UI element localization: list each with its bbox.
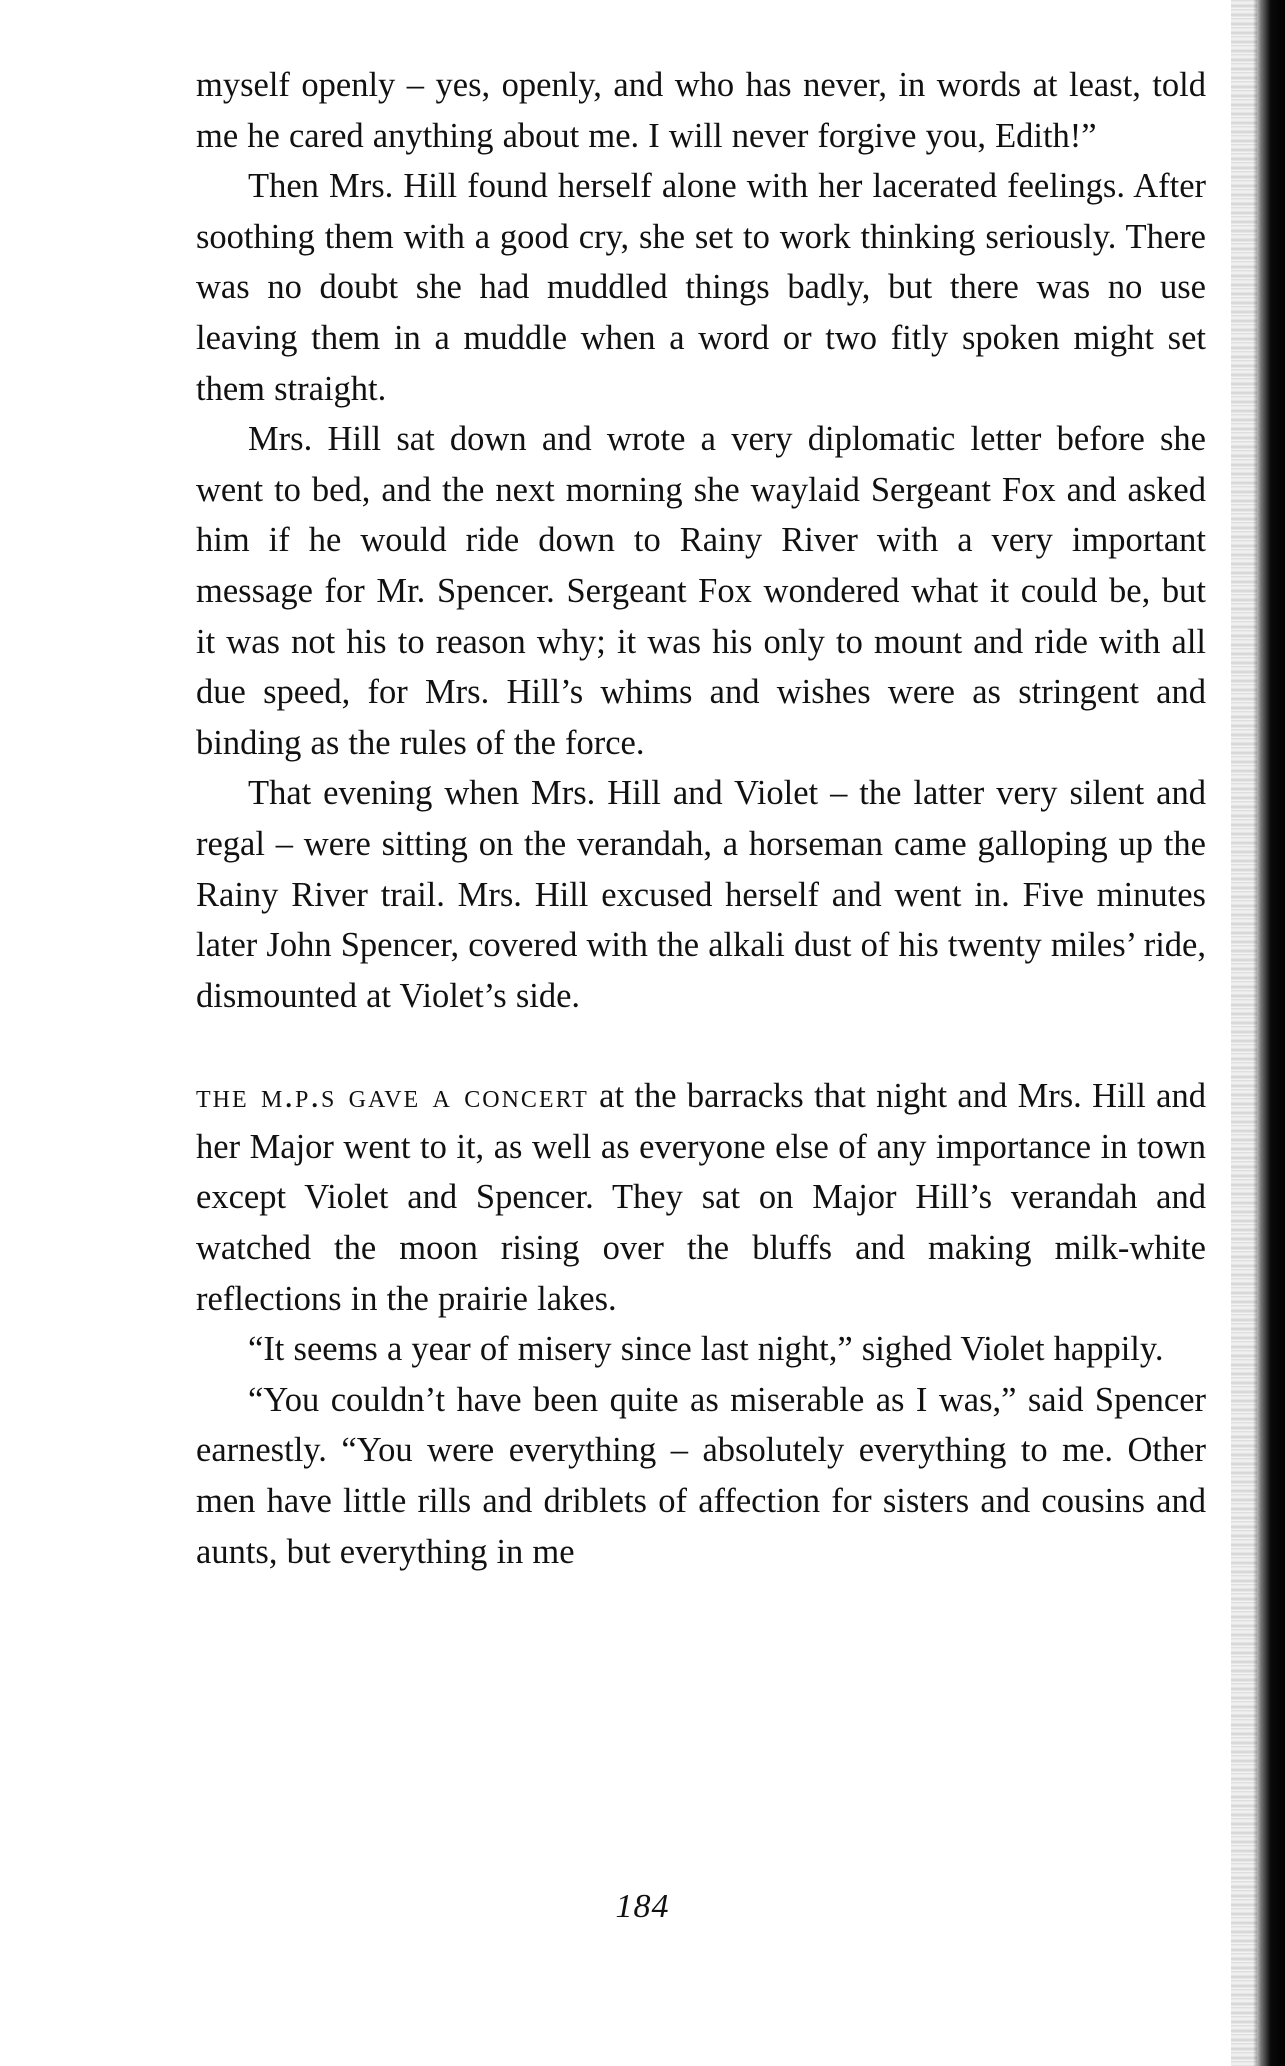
paragraph-continuation: myself openly – yes, openly, and who has never, in words at least, told me he cared anything about me. I will never forgive you, Edith!” — [196, 66, 1206, 155]
scan-binding-edge — [1253, 0, 1285, 2066]
paragraph-violet-sighs: “It seems a year of misery since last night,” sighed Violet happily. — [248, 1330, 1164, 1369]
section-opening-text: at the barracks that night and Mrs. Hill and her Major went to it, as well as everyone else of any importance in town except Violet and Spencer. They sat on Major Hill’s verandah and watched the moon rising over the bluffs and making milk-white reflections in the prairie lakes. — [196, 1077, 1206, 1318]
paragraph-horseman-arrives: That evening when Mrs. Hill and Violet – the latter very silent and regal – were sitting on the verandah, a horseman came galloping up the Rainy River trail. Mrs. Hill excused herself and went in. Five minutes later John Spencer, covered with the alkali dust of his twenty miles’ ride, dismounted at Violet’s side. — [196, 774, 1206, 1015]
body-text — [196, 60, 1206, 1577]
section-break — [196, 1021, 1206, 1071]
paragraph-concert — [196, 1071, 1206, 1324]
paragraph-mrs-hill-alone: Then Mrs. Hill found herself alone with her lacerated feelings. After soothing them with a good cry, she set to work thinking seriously. There was no doubt she had muddled things badly, but there was no use leaving them in a muddle when a word or two fitly spoken might set them straight. — [196, 167, 1206, 408]
section-opening-smallcaps: the m.p.s gave a concert — [196, 1077, 589, 1116]
paragraph-spencer-speaks: “You couldn’t have been quite as miserable as I was,” said Spencer earnestly. “You were everything – absolutely everything to me. Other men have little rills and driblets of affection for sisters and cousins and aunts, but everything in me — [196, 1380, 1206, 1571]
page-number: 184 — [615, 1888, 670, 1925]
paragraph-diplomatic-letter: Mrs. Hill sat down and wrote a very diplomatic letter before she went to bed, and the next morning she waylaid Sergeant Fox and asked him if he would ride down to Rainy River with a very important message for Mr. Spencer. Sergeant Fox wondered what it could be, but it was not his to reason why; it was his only to mount and ride with all due speed, for Mrs. Hill’s whims and wishes were as stringent and binding as the rules of the force. — [196, 420, 1206, 762]
